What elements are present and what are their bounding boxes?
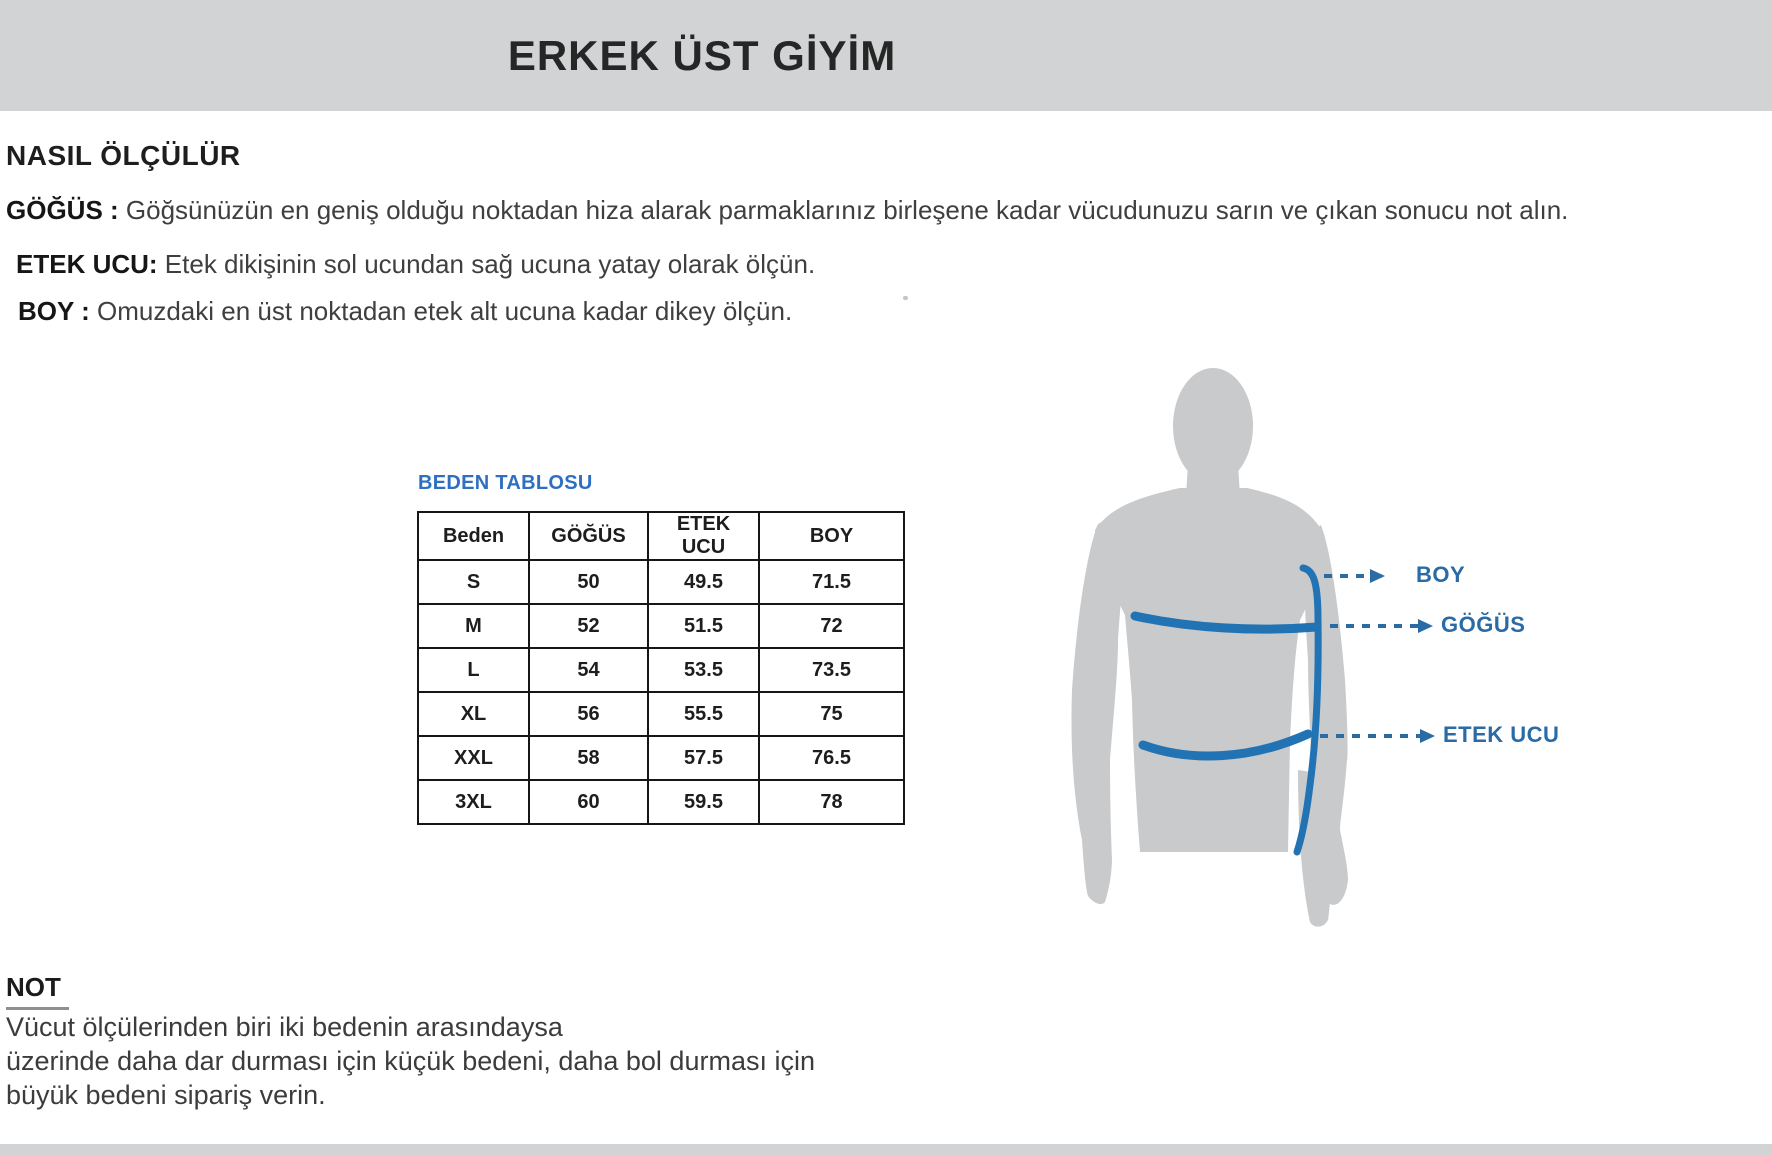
right-leg-shape xyxy=(1298,770,1332,927)
table-row xyxy=(418,692,904,736)
diagram-label-gogus: GÖĞÜS xyxy=(1441,612,1526,637)
measure-text: Göğsünüzün en geniş olduğu noktadan hiza alarak parmaklarınız birleşene kadar vücudunuzu sarın ve çıkan sonucu not alın. xyxy=(125,195,1569,225)
column-header-etek-ucu: ETEK UCU xyxy=(648,512,759,560)
header-bar xyxy=(0,0,1772,111)
table-row xyxy=(418,736,904,780)
value-cell: 55.5 xyxy=(648,692,759,736)
size-table-body xyxy=(418,560,904,824)
column-header-gogus: GÖĞÜS xyxy=(529,512,648,560)
size-cell: XXL xyxy=(418,736,529,780)
size-cell: XL xyxy=(418,692,529,736)
value-cell: 57.5 xyxy=(648,736,759,780)
diagram-label-boy: BOY xyxy=(1416,562,1466,587)
page-title: ERKEK ÜST GİYİM xyxy=(507,32,897,79)
measure-instruction-gogus xyxy=(6,195,1568,226)
value-cell: 54 xyxy=(529,648,648,692)
value-cell: 49.5 xyxy=(648,560,759,604)
measure-text: Etek dikişinin sol ucundan sağ ucuna yatay olarak ölçün. xyxy=(164,249,816,279)
torso-silhouette xyxy=(1071,368,1348,927)
table-row xyxy=(418,780,904,824)
how-to-measure-heading: NASIL ÖLÇÜLÜR xyxy=(6,140,241,171)
body-diagram xyxy=(1040,330,1600,960)
table-row xyxy=(418,604,904,648)
column-header-boy: BOY xyxy=(759,512,904,560)
size-cell: M xyxy=(418,604,529,648)
value-cell: 78 xyxy=(759,780,904,824)
value-cell: 56 xyxy=(529,692,648,736)
value-cell: 53.5 xyxy=(648,648,759,692)
left-arm-shape xyxy=(1071,523,1122,904)
note-line: büyük bedeni sipariş verin. xyxy=(6,1080,326,1110)
size-table xyxy=(417,511,905,825)
value-cell: 51.5 xyxy=(648,604,759,648)
value-cell: 58 xyxy=(529,736,648,780)
torso-shape xyxy=(1095,488,1324,852)
value-cell: 75 xyxy=(759,692,904,736)
measure-label: BOY : xyxy=(18,296,90,326)
measure-instruction-boy xyxy=(18,296,792,327)
value-cell: 50 xyxy=(529,560,648,604)
table-row xyxy=(418,560,904,604)
table-row xyxy=(418,648,904,692)
note-line: Vücut ölçülerinden biri iki bedenin arasındaysa xyxy=(6,1012,563,1042)
gogus-arrow-head xyxy=(1418,619,1433,633)
size-cell: S xyxy=(418,560,529,604)
measure-label: GÖĞÜS : xyxy=(6,195,119,225)
column-header-beden: Beden xyxy=(418,512,529,560)
size-cell: L xyxy=(418,648,529,692)
value-cell: 59.5 xyxy=(648,780,759,824)
etek-ucu-arrow-head xyxy=(1420,729,1435,743)
value-cell: 76.5 xyxy=(759,736,904,780)
value-cell: 60 xyxy=(529,780,648,824)
measure-text: Omuzdaki en üst noktadan etek alt ucuna kadar dikey ölçün. xyxy=(97,296,793,326)
stray-dot xyxy=(903,296,908,300)
size-table-title: BEDEN TABLOSU xyxy=(418,472,593,494)
value-cell: 52 xyxy=(529,604,648,648)
value-cell: 72 xyxy=(759,604,904,648)
diagram-label-etek-ucu: ETEK UCU xyxy=(1443,722,1560,747)
boy-arrow-head xyxy=(1370,569,1385,583)
measure-label: ETEK UCU: xyxy=(16,249,158,279)
size-cell: 3XL xyxy=(418,780,529,824)
measure-instruction-etek-ucu xyxy=(16,249,815,280)
table-header-row xyxy=(418,512,904,560)
value-cell: 71.5 xyxy=(759,560,904,604)
note-line: üzerinde daha dar durması için küçük bedeni, daha bol durması için xyxy=(6,1046,815,1076)
value-cell: 73.5 xyxy=(759,648,904,692)
footer-bar xyxy=(0,1144,1772,1155)
note-heading: NOT xyxy=(6,972,69,1010)
